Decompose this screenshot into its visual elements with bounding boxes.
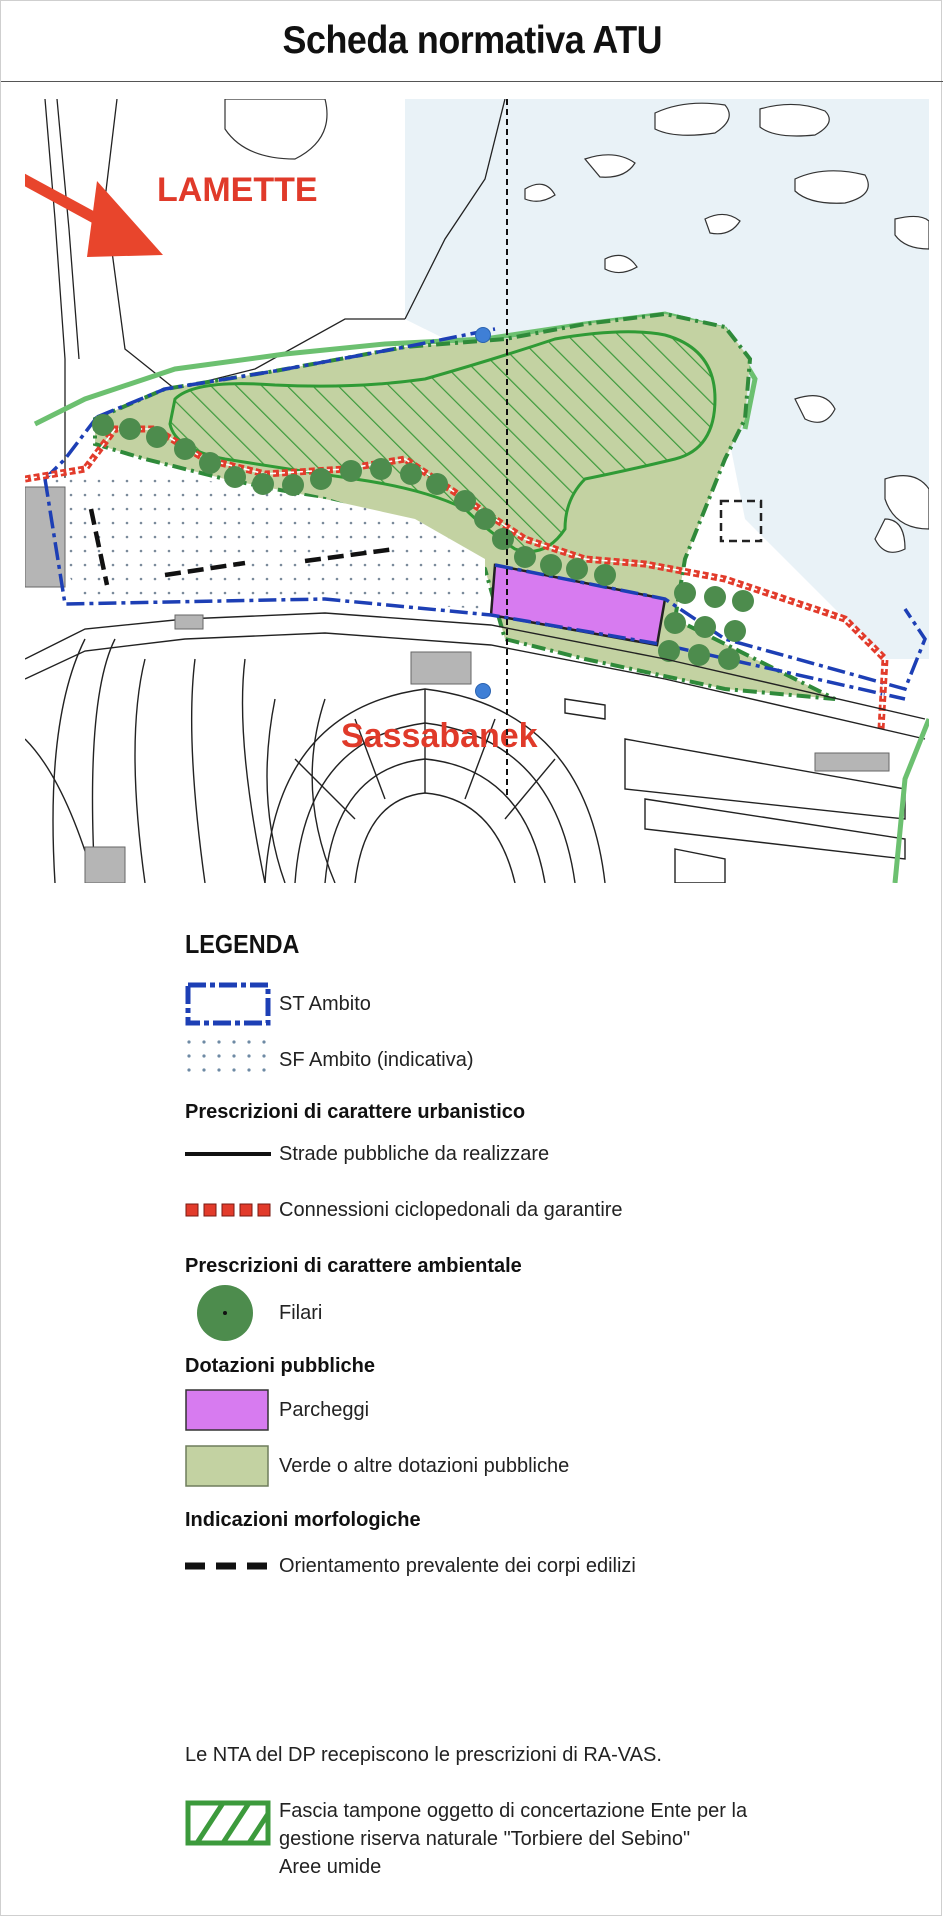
legend-row-verde [185, 1441, 569, 1491]
st-ambito-label: ST Ambito [279, 992, 371, 1015]
legend-row-connessioni [185, 1185, 623, 1235]
label-lamette: LAMETTE [157, 171, 318, 209]
group-morfologiche-title: Indicazioni morfologiche [185, 1509, 421, 1531]
sf-ambito-swatch [185, 1036, 271, 1084]
page-header [1, 1, 943, 82]
connessioni-swatch [185, 1186, 271, 1234]
strade-swatch [185, 1130, 271, 1178]
group-dotazioni-title: Dotazioni pubbliche [185, 1355, 375, 1377]
legend-row-st-ambito [185, 979, 371, 1029]
st-ambito-swatch [185, 980, 271, 1028]
page-title: Scheda normativa ATU [282, 19, 662, 62]
filari-swatch [185, 1283, 271, 1343]
filari-label: Filari [279, 1301, 323, 1324]
section-handle-bottom[interactable] [475, 683, 491, 699]
legend-row-orientamento [185, 1541, 636, 1591]
map-canvas [25, 99, 929, 883]
section-line[interactable] [506, 99, 508, 795]
parcheggi-swatch [185, 1386, 271, 1434]
building-south [411, 652, 471, 684]
group-urbanistico-title: Prescrizioni di carattere urbanistico [185, 1101, 526, 1123]
legend-row-parcheggi [185, 1385, 369, 1435]
map-view[interactable] [25, 99, 929, 883]
fascia-swatch [185, 1799, 271, 1847]
fascia-label-line3: Aree umide [279, 1856, 382, 1878]
fascia-label-line2: gestione riserva naturale "Torbiere del Sebino" [279, 1828, 691, 1850]
sf-ambito-label: SF Ambito (indicativa) [279, 1048, 474, 1071]
verde-swatch [185, 1442, 271, 1490]
group-ambientale-title: Prescrizioni di carattere ambientale [185, 1255, 522, 1277]
connessioni-label: Connessioni ciclopedonali da garantire [279, 1198, 623, 1221]
legend-row-sf-ambito [185, 1035, 474, 1085]
legend-row-filari [185, 1281, 322, 1345]
building-southeast [815, 753, 889, 771]
building-left [25, 487, 65, 587]
orientamento-label: Orientamento prevalente dei corpi edilizi [279, 1554, 636, 1577]
fascia-label-line1: Fascia tampone oggetto di concertazione Ente per la [279, 1800, 748, 1822]
verde-label: Verde o altre dotazioni pubbliche [279, 1454, 570, 1477]
section-handle-top[interactable] [475, 327, 491, 343]
legend-title: LEGENDA [185, 929, 300, 959]
parcheggi-label: Parcheggi [279, 1398, 370, 1421]
nta-note: Le NTA del DP recepiscono le prescrizioni di RA-VAS. [185, 1744, 662, 1766]
legend-row-fascia [185, 1797, 747, 1887]
legend-row-strade [185, 1129, 549, 1179]
label-sassabanek: Sassabanek [341, 717, 538, 755]
strade-label: Strade pubbliche da realizzare [279, 1142, 550, 1165]
orientamento-swatch [185, 1542, 271, 1590]
